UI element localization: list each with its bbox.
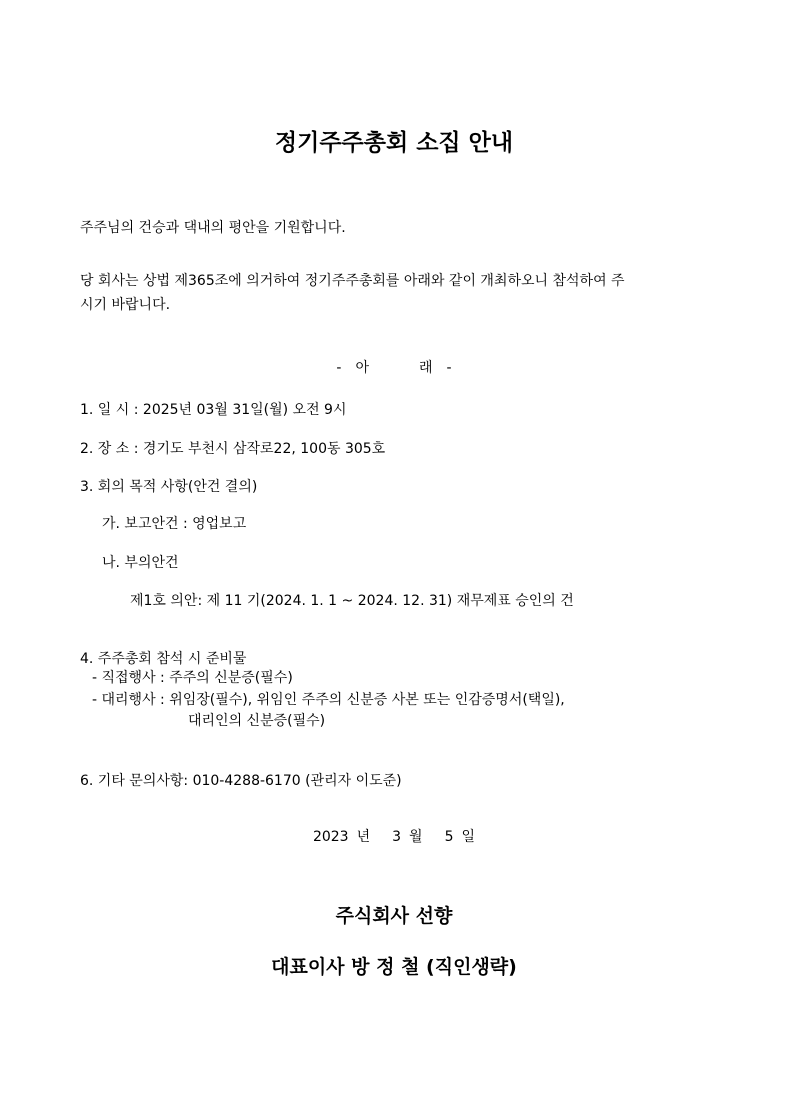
document-date (0, 828, 788, 846)
item-prep-direct: - 직접행사 : 주주의 신분증(필수) (92, 670, 293, 686)
below-dash-left: - (336, 360, 342, 376)
below-char-1: 아 (355, 360, 369, 376)
item-purpose: 3. 회의 목적 사항(안건 결의) (80, 479, 258, 495)
greeting-text: 주주님의 건승과 댁내의 평안을 기원합니다. (80, 220, 346, 236)
item-agenda-1: 제1호 의안: 제 11 기(2024. 1. 1 ~ 2024. 12. 31) 재무제표 승인의 건 (130, 593, 574, 609)
item-resolution: 나. 부의안건 (102, 555, 179, 571)
date-month-unit: 월 (409, 829, 423, 845)
date-month: 3 (392, 829, 402, 845)
item-report: 가. 보고안건 : 영업보고 (102, 516, 247, 532)
item-place: 2. 장 소 : 경기도 부천시 삼작로22, 100동 305호 (80, 441, 386, 457)
ceo-signature: 대표이사 방 정 철 (직인생략) (271, 956, 517, 978)
date-day: 5 (444, 829, 454, 845)
date-year-unit: 년 (356, 829, 371, 845)
company-name: 주식회사 선향 (335, 905, 453, 927)
below-char-2: 래 (419, 360, 433, 376)
item-prep-proxy-1: - 대리행사 : 위임장(필수), 위임인 주주의 신분증 사본 또는 인감증명서(택일), (92, 692, 565, 708)
intro-line-1: 당 회사는 상법 제365조에 의거하여 정기주주총회를 아래와 같이 개최하오니 참석하여 주 (80, 273, 625, 289)
intro-line-2: 시기 바랍니다. (80, 297, 171, 313)
below-heading (0, 359, 788, 377)
below-dash-right: - (446, 360, 452, 376)
date-year: 2023 (312, 829, 349, 845)
document-title: 정기주주총회 소집 안내 (274, 130, 514, 156)
date-day-unit: 일 (461, 829, 476, 845)
item-contact: 6. 기타 문의사항: 010-4288-6170 (관리자 이도준) (80, 773, 402, 789)
item-date: 1. 일 시 : 2025년 03월 31일(월) 오전 9시 (80, 402, 347, 418)
item-prep-title: 4. 주주총회 참석 시 준비물 (80, 651, 247, 667)
item-prep-proxy-2: 대리인의 신분증(필수) (188, 713, 326, 729)
